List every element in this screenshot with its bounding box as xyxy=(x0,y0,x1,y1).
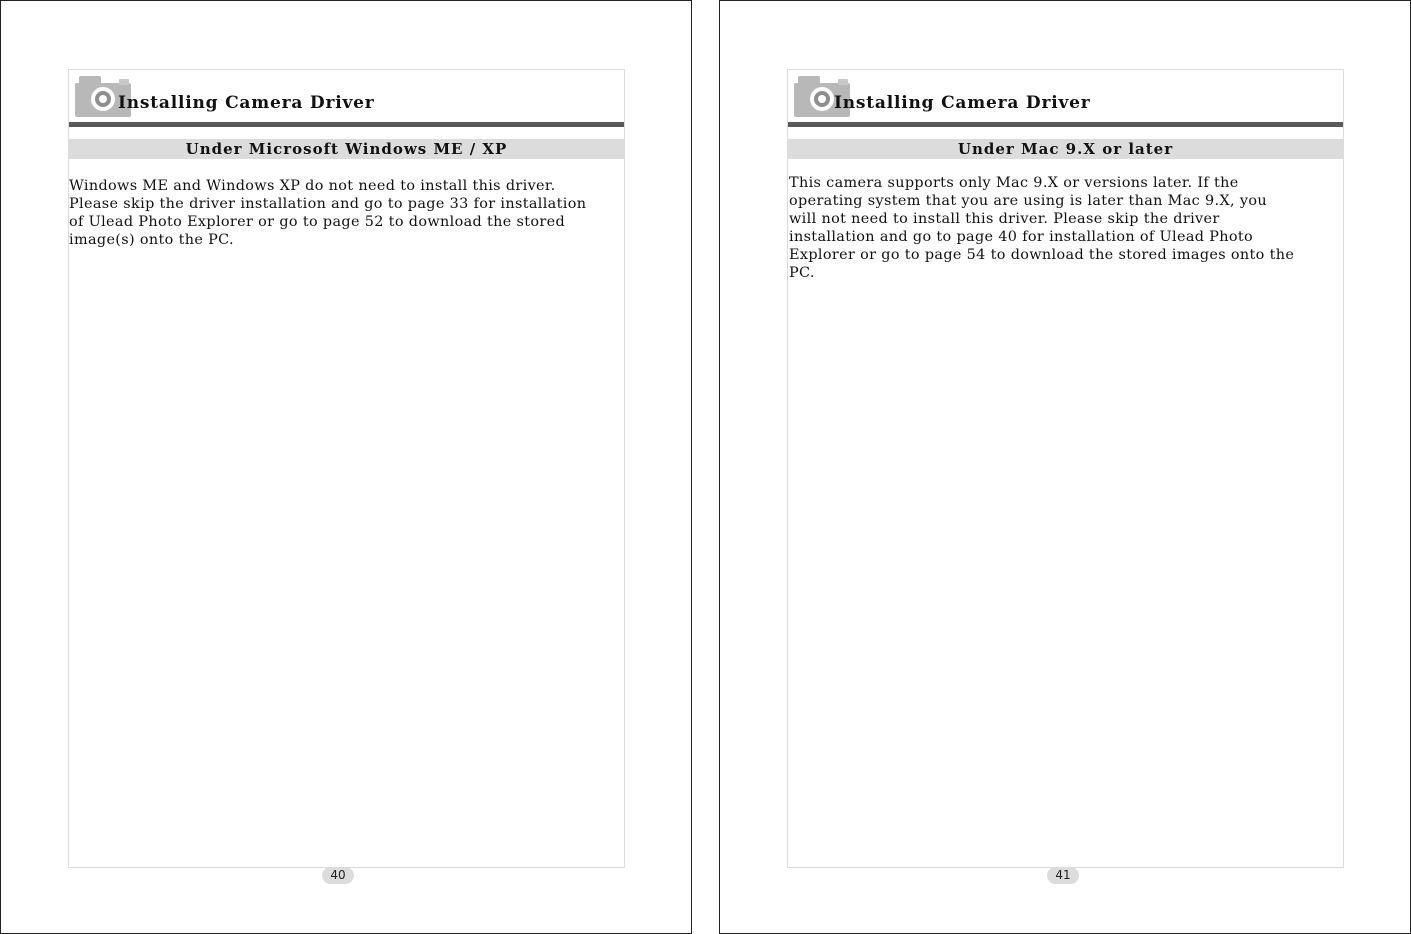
page-number: 41 xyxy=(1047,867,1079,884)
body-line: of Ulead Photo Explorer or go to page 52 to download the stored xyxy=(69,214,566,230)
body-line: Explorer or go to page 54 to download the stored images onto the xyxy=(789,247,1295,263)
page-41 xyxy=(719,0,1411,934)
body-paragraph xyxy=(69,177,634,249)
header-rule xyxy=(69,122,624,127)
body-line: PC. xyxy=(789,265,815,281)
body-line: Please skip the driver installation and go to page 33 for installation xyxy=(69,196,587,212)
header-title: Installing Camera Driver xyxy=(834,93,1091,113)
body-line: Windows ME and Windows XP do not need to install this driver. xyxy=(69,178,556,194)
page-40 xyxy=(0,0,692,934)
body-line: will not need to install this driver. Please skip the driver xyxy=(789,211,1220,227)
section-subheader: Under Microsoft Windows ME / XP xyxy=(69,139,624,159)
section-subheader: Under Mac 9.X or later xyxy=(788,139,1343,159)
header-title: Installing Camera Driver xyxy=(118,93,375,113)
body-line: installation and go to page 40 for installation of Ulead Photo xyxy=(789,229,1254,245)
body-line: operating system that you are using is later than Mac 9.X, you xyxy=(789,193,1267,209)
body-line: This camera supports only Mac 9.X or versions later. If the xyxy=(789,175,1239,191)
header-rule xyxy=(788,122,1343,127)
body-paragraph xyxy=(789,174,1351,282)
body-line: image(s) onto the PC. xyxy=(69,232,234,248)
page-number: 40 xyxy=(322,867,354,884)
